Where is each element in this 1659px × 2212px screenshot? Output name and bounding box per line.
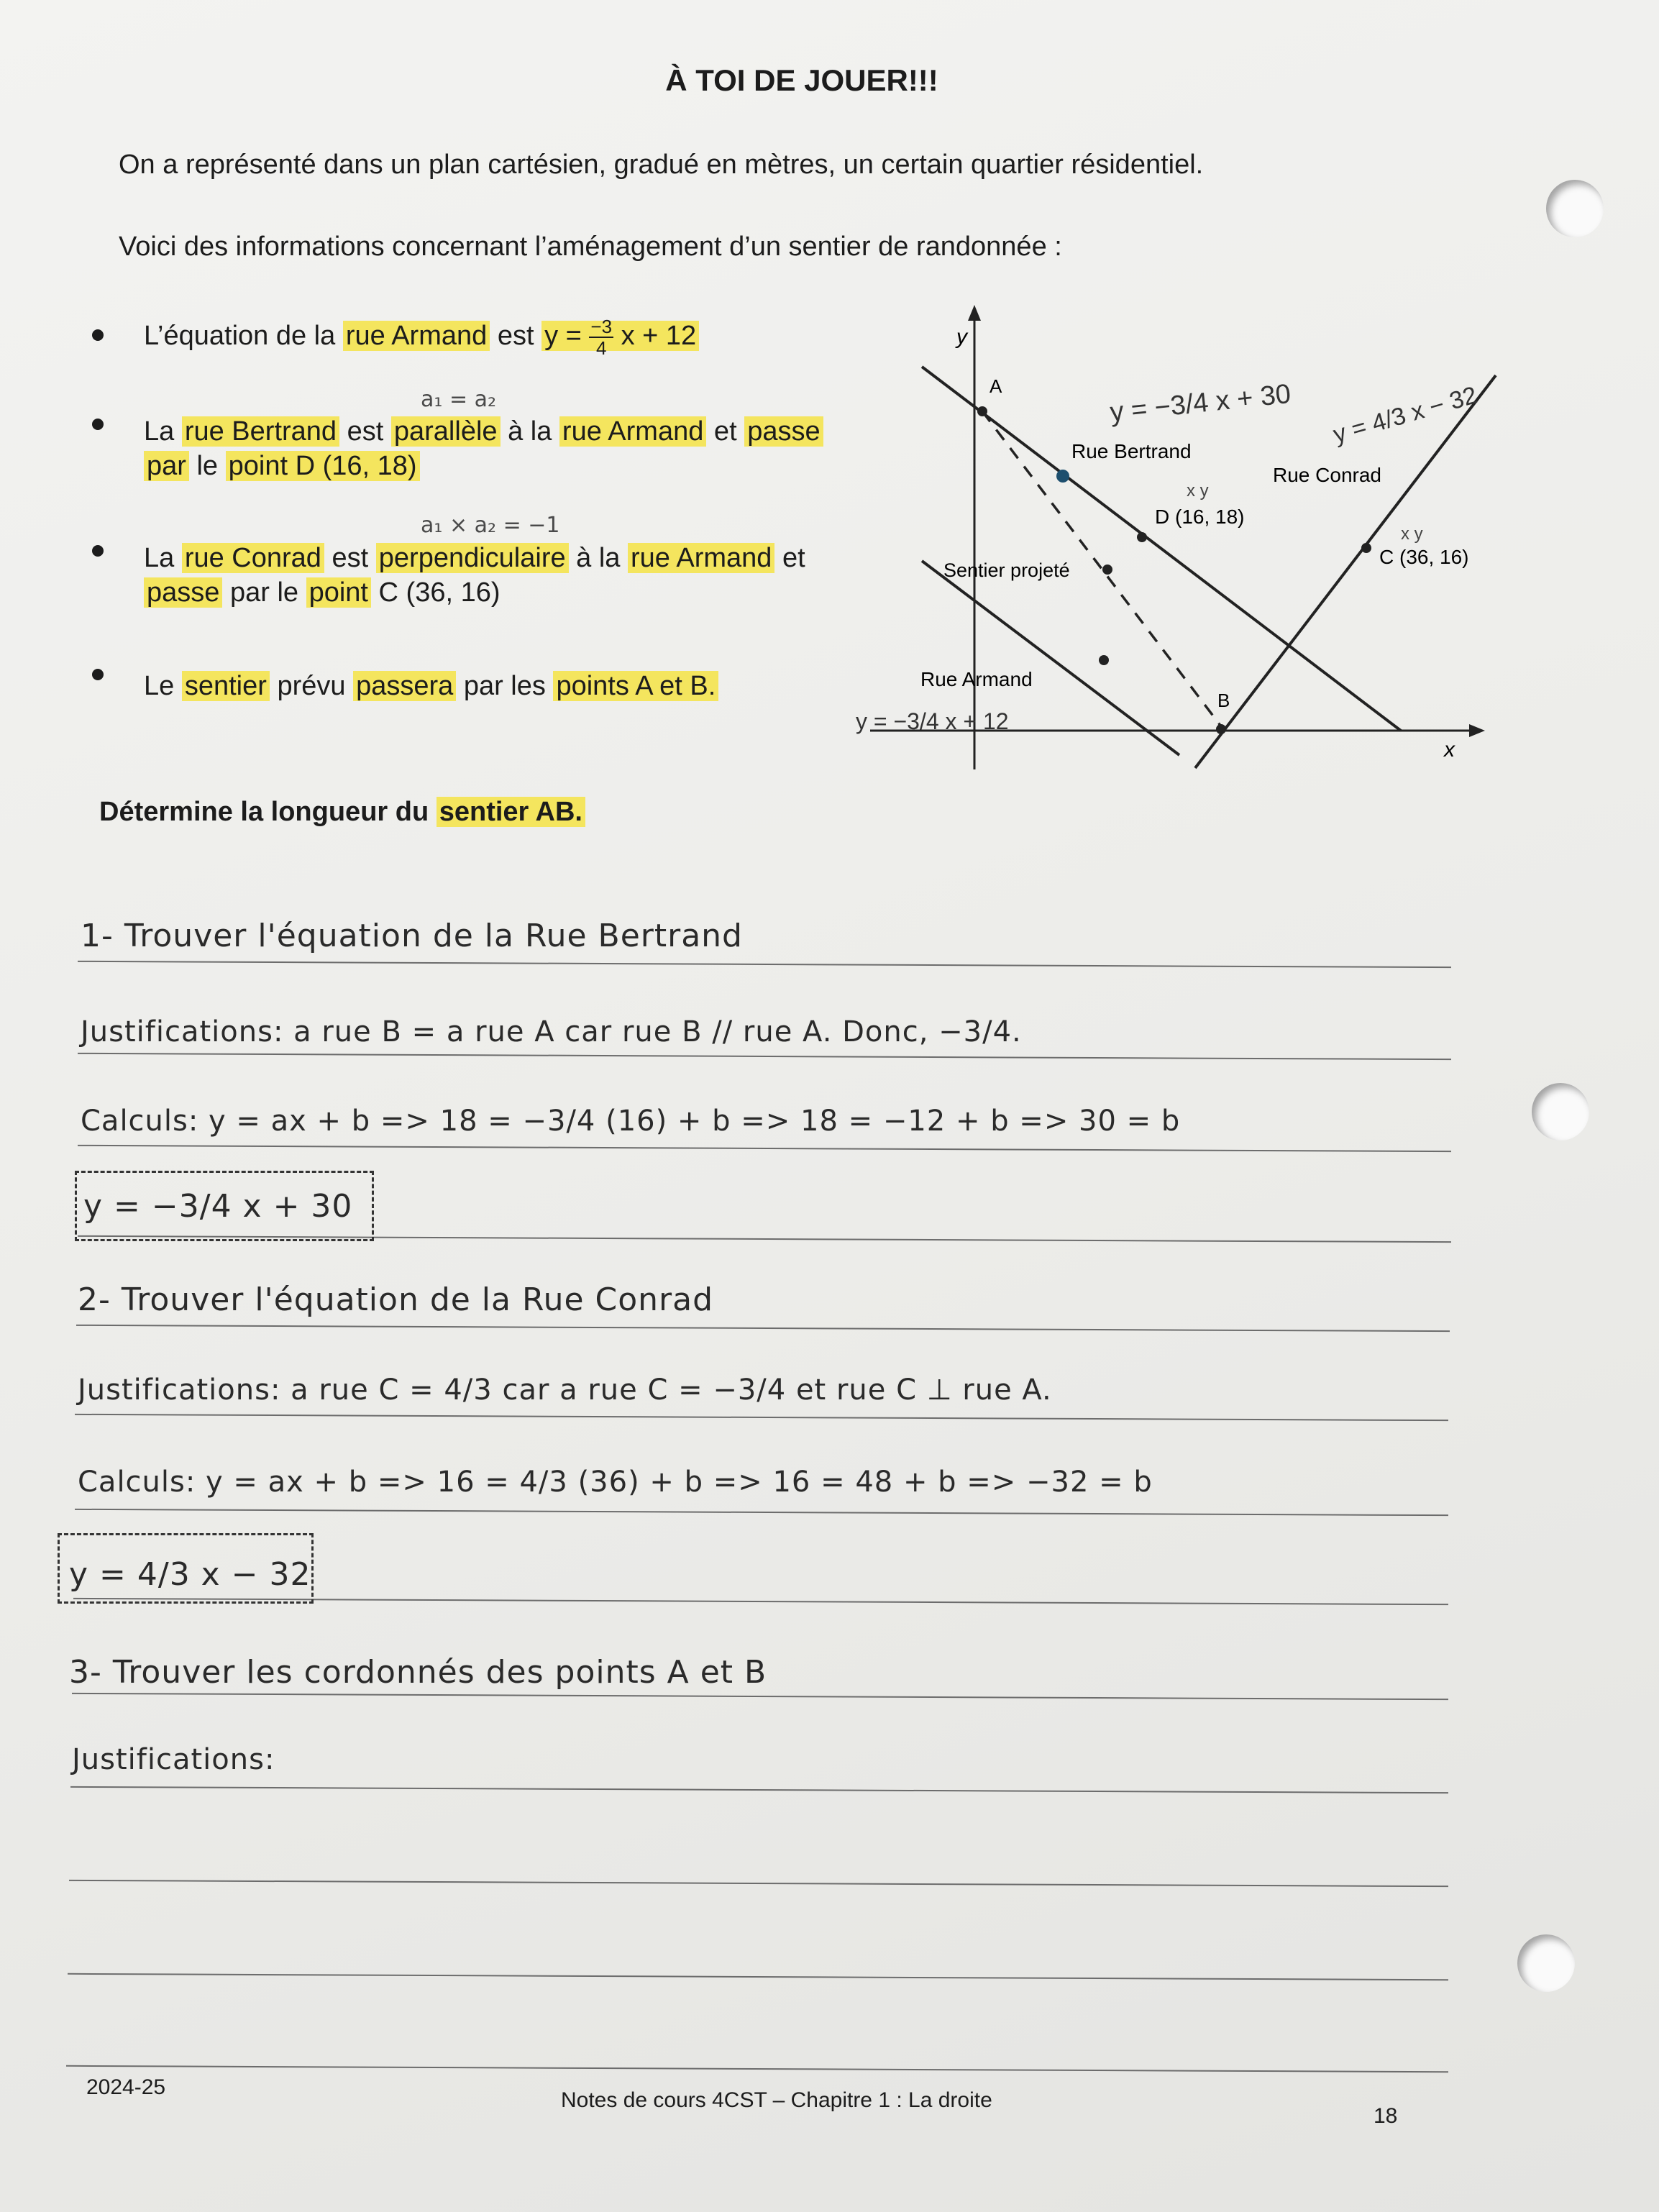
hand-eq-conrad: y = 4/3 x − 32 xyxy=(1330,381,1481,449)
answer-result-2: y = 4/3 x − 32 xyxy=(69,1556,311,1593)
label-a: A xyxy=(990,375,1002,397)
answer-line xyxy=(75,1414,1448,1421)
answer-calculs-1: Calculs: y = ax + b => 18 = −3/4 (16) + b => 18 = −12 + b => 30 = b xyxy=(81,1105,1181,1138)
bullet-icon xyxy=(92,329,104,341)
bullet-rue-bertrand: La rue Bertrand est parallèle à la rue Armand et passe par le point D (16, 18) xyxy=(144,414,877,483)
point-a-marker xyxy=(977,406,987,416)
bullet-icon xyxy=(92,419,104,430)
answer-justification-1: Justifications: a rue B = a rue A car rue B // rue A. Donc, −3/4. xyxy=(81,1015,1022,1048)
answer-line xyxy=(72,1693,1448,1700)
binder-hole-icon xyxy=(1546,180,1604,237)
answer-line xyxy=(75,1509,1448,1516)
intro-line-2: Voici des informations concernant l’aménagement d’un sentier de randonnée : xyxy=(119,232,1062,262)
hand-eq-armand: y = −3/4 x + 12 xyxy=(856,708,1009,734)
hand-xy-c: x y xyxy=(1401,524,1423,544)
pencil-note-perpendicular: a₁ × a₂ = −1 xyxy=(421,513,560,538)
y-axis-arrow-icon xyxy=(968,305,981,321)
page-title: À TOI DE JOUER!!! xyxy=(665,63,938,97)
answer-step-3-title: 3- Trouver les cordonnés des points A et B xyxy=(69,1654,767,1691)
answer-line xyxy=(70,1786,1448,1793)
pencil-note-parallel: a₁ = a₂ xyxy=(421,387,497,412)
answer-line xyxy=(78,1053,1451,1060)
question-text: Détermine la longueur du sentier AB. xyxy=(99,797,585,828)
point-on-bertrand-marker xyxy=(1056,470,1069,483)
intro-line-1: On a représenté dans un plan cartésien, gradué en mètres, un certain quartier résidentiel. xyxy=(119,150,1204,180)
point-on-sentier-marker xyxy=(1102,565,1112,575)
bullet-rue-armand: L’équation de la rue Armand est y = $\frac{-3}{4}$ x + 12 xyxy=(144,316,877,358)
answer-justification-3: Justifications: xyxy=(72,1743,275,1776)
label-point-d: D (16, 18) xyxy=(1155,506,1245,528)
answer-result-1: y = −3/4 x + 30 xyxy=(83,1188,353,1225)
point-b-marker xyxy=(1216,724,1226,734)
cartesian-graph xyxy=(841,295,1503,784)
bullet-icon xyxy=(92,545,104,557)
answer-line xyxy=(66,2065,1448,2072)
bullet-sentier: Le sentier prévu passera par les points A et B. xyxy=(144,669,877,703)
answer-line xyxy=(78,961,1451,968)
x-axis-label: x xyxy=(1444,738,1455,762)
answer-line xyxy=(69,1880,1448,1887)
point-d-marker xyxy=(1137,532,1147,542)
label-rue-conrad: Rue Conrad xyxy=(1273,464,1381,486)
binder-hole-icon xyxy=(1517,1934,1575,1992)
label-sentier-projete: Sentier projeté xyxy=(943,559,1070,581)
bullet-rue-conrad: La rue Conrad est perpendiculaire à la rue Armand et passe par le point C (36, 16) xyxy=(144,543,805,608)
bullet-icon xyxy=(92,669,104,680)
answer-calculs-2: Calculs: y = ax + b => 16 = 4/3 (36) + b => 16 = 48 + b => −32 = b xyxy=(78,1466,1153,1499)
footer-page-number: 18 xyxy=(1374,2104,1398,2128)
label-rue-armand: Rue Armand xyxy=(920,668,1033,690)
point-c-marker xyxy=(1361,543,1371,553)
footer-course: Notes de cours 4CST – Chapitre 1 : La droite xyxy=(561,2088,992,2112)
answer-step-1-title: 1- Trouver l'équation de la Rue Bertrand xyxy=(81,918,743,954)
answer-step-2-title: 2- Trouver l'équation de la Rue Conrad xyxy=(78,1281,714,1318)
label-b: B xyxy=(1217,690,1230,711)
answer-justification-2: Justifications: a rue C = 4/3 car a rue C = −3/4 et rue C ⊥ rue A. xyxy=(78,1374,1052,1407)
y-axis-label: y xyxy=(956,325,967,349)
footer-year: 2024-25 xyxy=(86,2075,166,2099)
label-rue-bertrand: Rue Bertrand xyxy=(1071,440,1192,462)
equation-fraction: $\frac{-3}{4}$ xyxy=(590,316,613,359)
point-on-armand-marker xyxy=(1099,655,1109,665)
label-point-c: C (36, 16) xyxy=(1379,546,1469,568)
answer-line xyxy=(68,1973,1448,1980)
binder-hole-icon xyxy=(1532,1083,1589,1141)
answer-line xyxy=(76,1325,1450,1332)
answer-line xyxy=(78,1145,1451,1152)
hand-eq-bertrand: y = −3/4 x + 30 xyxy=(1108,378,1293,428)
x-axis-arrow-icon xyxy=(1469,724,1485,737)
hand-xy-d: x y xyxy=(1187,481,1209,501)
